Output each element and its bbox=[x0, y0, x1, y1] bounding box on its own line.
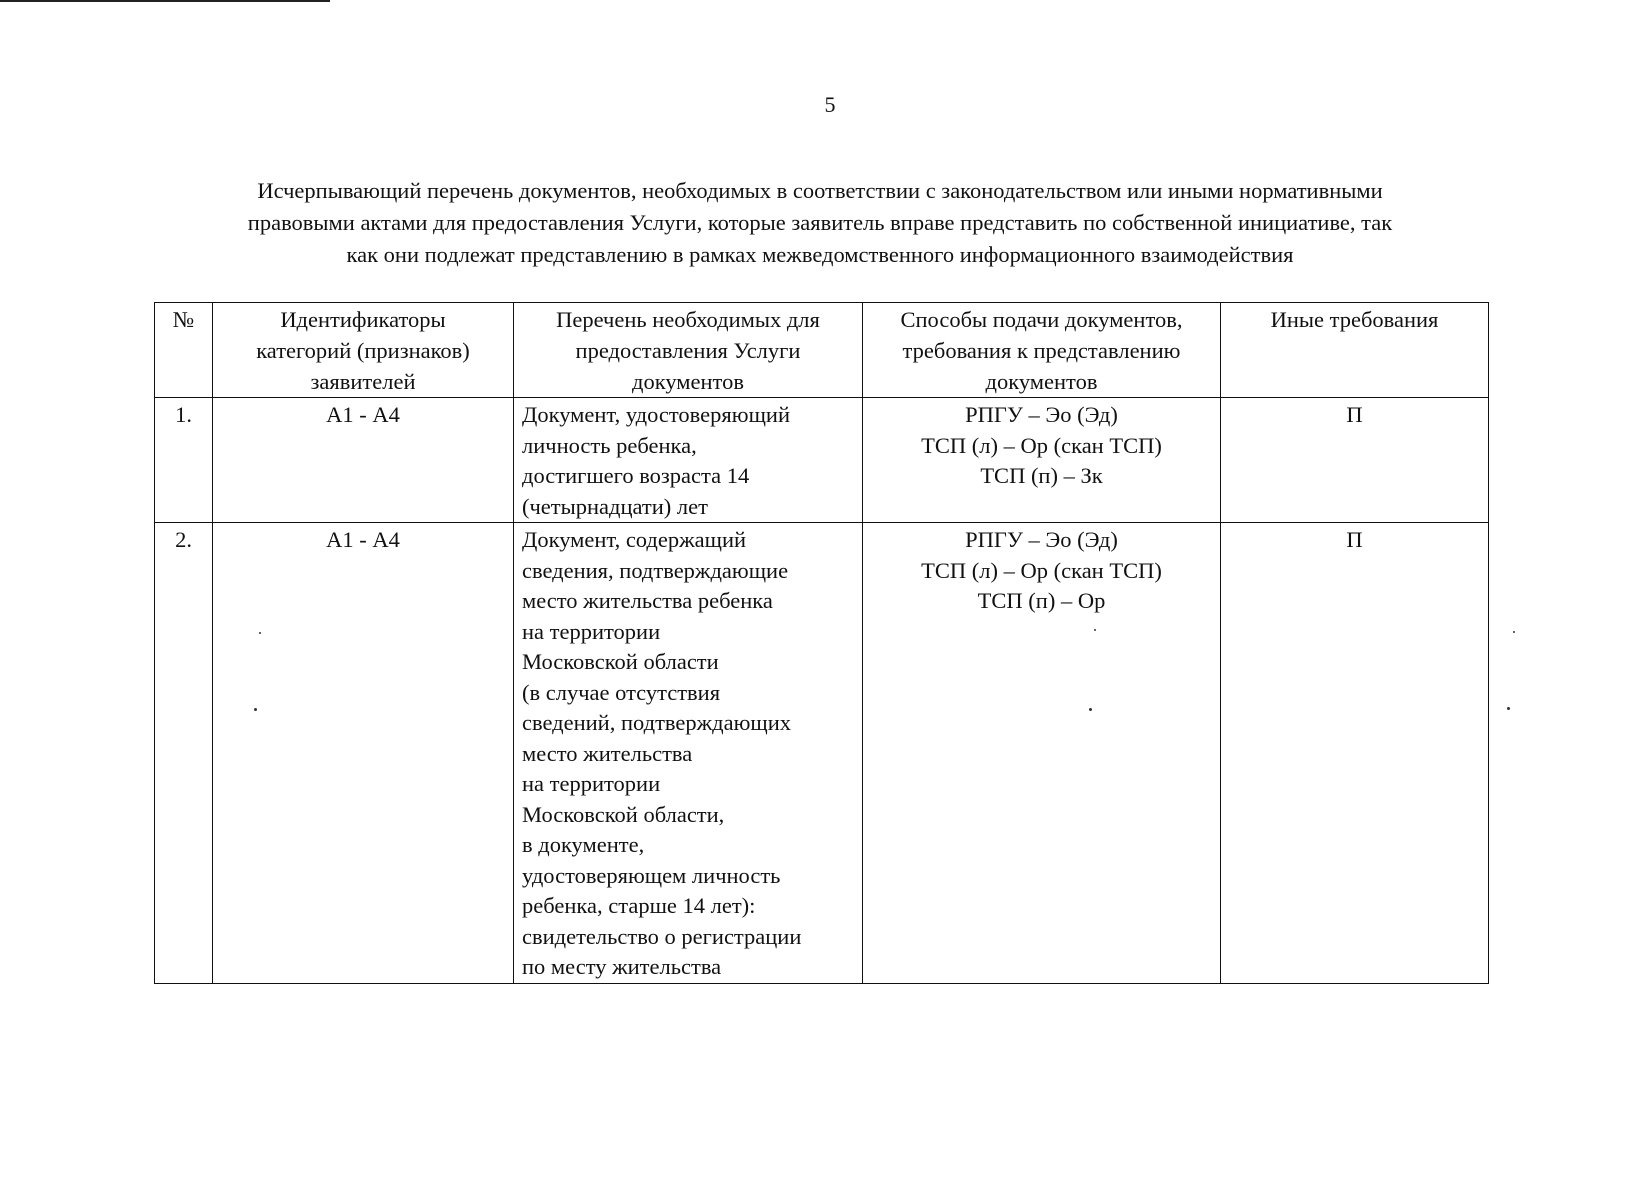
document-line: ребенка, старше 14 лет): bbox=[522, 893, 756, 918]
header-text: Перечень необходимых для bbox=[556, 307, 820, 332]
document-line: (в случае отсутствия bbox=[522, 679, 721, 705]
table-header-row bbox=[155, 303, 1489, 398]
scan-speck bbox=[1507, 707, 1510, 710]
row-number: 2. bbox=[155, 523, 213, 984]
row-categories: А1 - А4 bbox=[213, 398, 514, 523]
header-documents bbox=[514, 303, 863, 398]
document-line: Московской области bbox=[522, 649, 719, 674]
document-line: личность ребенка, bbox=[522, 432, 697, 458]
header-number bbox=[155, 303, 213, 398]
method-line: РПГУ – Эо (Эд) bbox=[965, 402, 1118, 427]
method-line: ТСП (л) – Ор (скан ТСП) bbox=[921, 557, 1162, 583]
header-text: заявителей bbox=[310, 369, 416, 394]
header-text: документов bbox=[632, 369, 744, 394]
document-line: по месту жительства bbox=[522, 954, 722, 979]
document-line: Документ, удостоверяющий bbox=[522, 402, 790, 427]
header-text: Иные требования bbox=[1270, 307, 1439, 332]
scan-speck bbox=[259, 632, 261, 634]
document-line: Документ, содержащий bbox=[522, 527, 747, 552]
document-line: сведений, подтверждающих bbox=[522, 710, 792, 735]
row-document bbox=[514, 523, 863, 984]
table-heading bbox=[150, 175, 1490, 271]
header-text: требования к представлению bbox=[902, 338, 1181, 363]
header-categories bbox=[213, 303, 514, 398]
scan-speck bbox=[1094, 629, 1096, 631]
row-categories: А1 - А4 bbox=[213, 523, 514, 984]
document-line: на территории bbox=[522, 618, 661, 644]
scan-speck bbox=[1513, 631, 1515, 633]
header-text: документов bbox=[985, 369, 1098, 394]
heading-line: как они подлежат представлению в рамках межведомственного информационного взаимодействия bbox=[346, 242, 1294, 267]
row-methods bbox=[863, 523, 1221, 984]
header-methods bbox=[863, 303, 1221, 398]
method-line: ТСП (п) – Зк bbox=[980, 463, 1103, 488]
header-text: № bbox=[172, 307, 195, 332]
heading-line: Исчерпывающий перечень документов, необходимых в соответствии с законодательством или иными нормативными bbox=[257, 178, 1383, 203]
table-row bbox=[155, 398, 1489, 523]
row-other-requirements: П bbox=[1221, 523, 1489, 984]
header-text: предоставления Услуги bbox=[575, 338, 801, 363]
method-line: РПГУ – Эо (Эд) bbox=[965, 527, 1118, 552]
row-number: 1. bbox=[155, 398, 213, 523]
header-other-requirements bbox=[1221, 303, 1489, 398]
header-text: категорий (признаков) bbox=[256, 338, 470, 363]
document-line: место жительства ребенка bbox=[522, 588, 773, 613]
document-line: на территории bbox=[522, 771, 661, 796]
header-text: Способы подачи документов, bbox=[900, 307, 1183, 332]
document-line: свидетельство о регистрации bbox=[522, 923, 802, 949]
document-line: Московской области, bbox=[522, 801, 725, 827]
document-line: (четырнадцати) лет bbox=[522, 493, 708, 519]
method-line: ТСП (л) – Ор (скан ТСП) bbox=[921, 432, 1162, 458]
document-line: сведения, подтверждающие bbox=[522, 557, 789, 583]
method-line: ТСП (п) – Ор bbox=[977, 588, 1106, 613]
row-document bbox=[514, 398, 863, 523]
page-number: 5 bbox=[824, 92, 836, 117]
document-line: удостоверяющем личность bbox=[522, 862, 781, 888]
document-line: в документе, bbox=[522, 832, 645, 857]
table-row bbox=[155, 523, 1489, 984]
scan-speck bbox=[254, 708, 257, 711]
heading-line: правовыми актами для предоставления Услуги, которые заявитель вправе представить по собственной инициативе, так bbox=[247, 210, 1393, 235]
row-methods bbox=[863, 398, 1221, 523]
scan-speck bbox=[1089, 708, 1092, 711]
document-line: достигшего возраста 14 bbox=[522, 463, 750, 488]
header-text: Идентификаторы bbox=[280, 307, 446, 332]
documents-table bbox=[154, 302, 1489, 984]
document-line: место жительства bbox=[522, 740, 693, 766]
row-other-requirements: П bbox=[1221, 398, 1489, 523]
scan-edge-mark bbox=[0, 0, 330, 2]
